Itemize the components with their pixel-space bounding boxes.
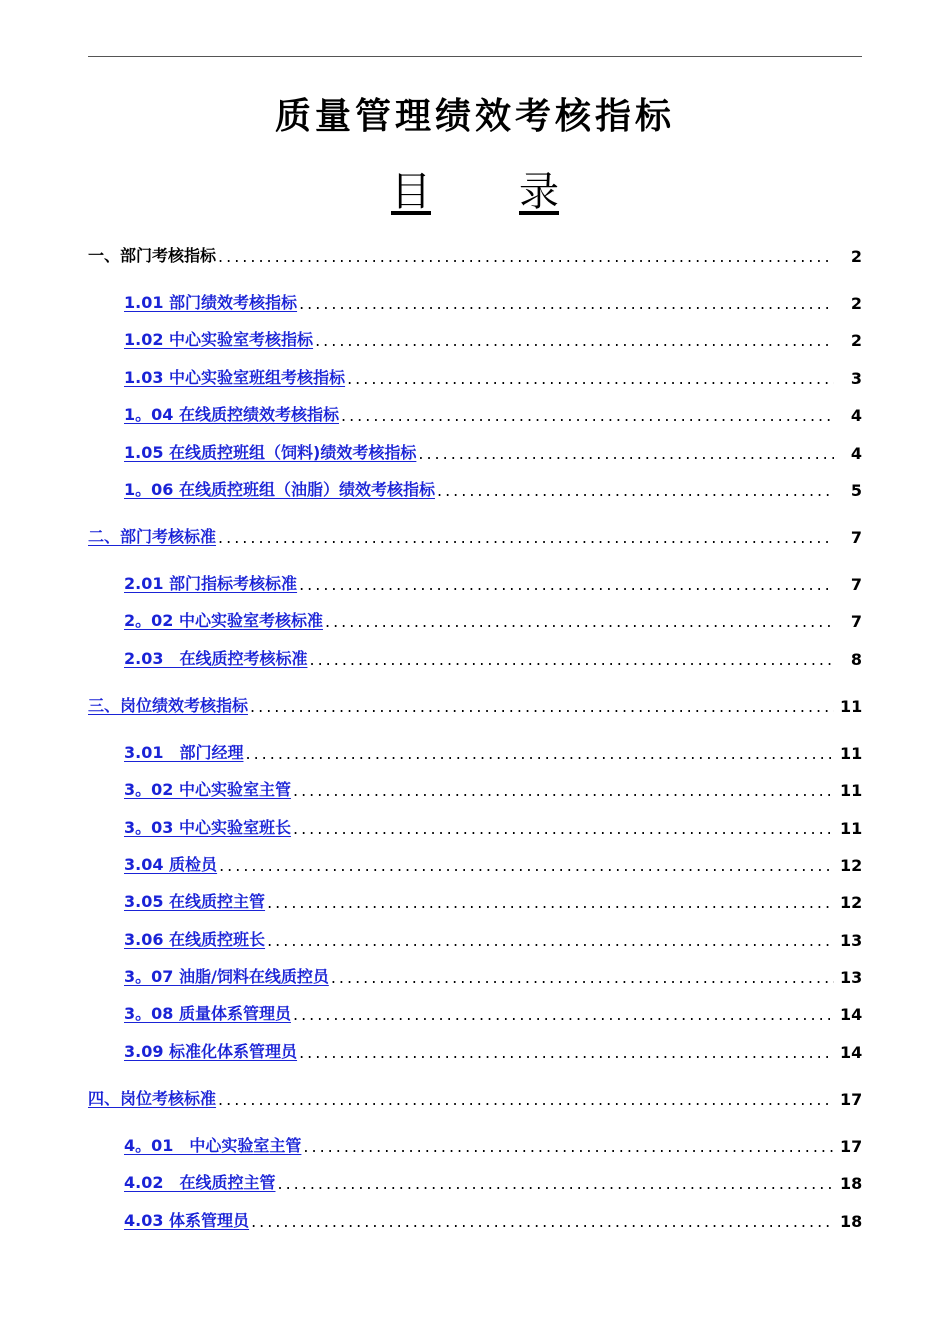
toc-entry[interactable]: [124, 848, 862, 878]
toc-entry-label[interactable]: 1.01 部门绩效考核指标: [124, 293, 298, 312]
toc-dot-leader: [299, 575, 834, 597]
toc-entry-label[interactable]: 1.02 中心实验室考核指标: [124, 330, 314, 349]
toc-dot-leader: [267, 893, 834, 915]
toc-page-number: 14: [840, 1043, 863, 1062]
toc-heading: [0, 160, 950, 217]
toc-page-number: 17: [840, 1137, 863, 1156]
toc-entry-label[interactable]: 3.04 质检员: [124, 855, 218, 874]
toc-entry-label[interactable]: 3。07 油脂/饲料在线质控员: [124, 967, 329, 986]
toc-entry[interactable]: [124, 361, 862, 391]
toc-entry[interactable]: [124, 885, 862, 915]
toc-entry[interactable]: [124, 398, 862, 428]
toc-dot-leader: [293, 1005, 834, 1027]
toc-dot-leader: [303, 1137, 834, 1159]
toc-page-number: 17: [840, 1090, 863, 1109]
toc-page-number: 7: [850, 528, 862, 547]
toc-dot-leader: [418, 444, 834, 466]
toc-entry[interactable]: [124, 997, 862, 1027]
toc-entry[interactable]: [124, 773, 862, 803]
toc-page-number: 18: [840, 1174, 863, 1193]
toc-entry-label[interactable]: 三、岗位绩效考核指标: [88, 696, 249, 715]
toc-entry-label[interactable]: 3。03 中心实验室班长: [124, 818, 291, 837]
toc-heading-char-1: 目: [391, 169, 431, 215]
toc-entry[interactable]: [124, 960, 862, 990]
toc-page-number: 7: [850, 575, 862, 594]
toc-dot-leader: [267, 931, 834, 953]
toc-page-number: 12: [840, 893, 863, 912]
toc-dot-leader: [309, 650, 834, 672]
toc-entry[interactable]: [124, 323, 862, 353]
toc-entry[interactable]: [88, 520, 862, 550]
toc-entry-label[interactable]: 2.01 部门指标考核标准: [124, 574, 298, 593]
toc-entry[interactable]: [124, 436, 862, 466]
toc-dot-leader: [245, 744, 834, 766]
toc-page-number: 13: [840, 931, 863, 950]
toc-entry[interactable]: [124, 1129, 862, 1159]
toc-page-number: 4: [850, 444, 862, 463]
toc-dot-leader: [277, 1174, 834, 1196]
toc-entry-label[interactable]: 3。02 中心实验室主管: [124, 780, 291, 799]
toc-entry-label[interactable]: 3.05 在线质控主管: [124, 892, 266, 911]
toc-entry[interactable]: [124, 1035, 862, 1065]
toc-page-number: 3: [850, 369, 862, 388]
toc-entry[interactable]: [124, 473, 862, 503]
toc-dot-leader: [437, 481, 834, 503]
toc-entry[interactable]: [124, 567, 862, 597]
toc-page-number: 12: [840, 856, 863, 875]
toc-page-number: 13: [840, 968, 863, 987]
toc-entry-label[interactable]: 3。08 质量体系管理员: [124, 1004, 291, 1023]
toc-page-number: 2: [850, 247, 862, 266]
toc-dot-leader: [219, 856, 834, 878]
toc-dot-leader: [218, 1090, 834, 1112]
toc-page-number: 11: [840, 819, 863, 838]
toc-page-number: 7: [850, 612, 862, 631]
toc-dot-leader: [299, 1043, 834, 1065]
toc-dot-leader: [218, 528, 834, 550]
toc-entry-label[interactable]: 3.09 标准化体系管理员: [124, 1042, 298, 1061]
toc-dot-leader: [218, 247, 834, 269]
toc-entry-label[interactable]: 4。01 中心实验室主管: [124, 1136, 302, 1155]
toc-entry[interactable]: [124, 1204, 862, 1234]
toc-page-number: 8: [850, 650, 862, 669]
toc-entry-label[interactable]: 1。04 在线质控绩效考核指标: [124, 405, 339, 424]
toc-page-number: 18: [840, 1212, 863, 1231]
toc-entry-label[interactable]: 1.05 在线质控班组（饲料)绩效考核指标: [124, 443, 417, 462]
toc-entry[interactable]: [124, 604, 862, 634]
toc-page-number: 11: [840, 744, 863, 763]
toc-page-number: 2: [850, 331, 862, 350]
toc-entry-label[interactable]: 3.01 部门经理: [124, 743, 244, 762]
toc-entry[interactable]: [88, 689, 862, 719]
toc-page-number: 5: [850, 481, 862, 500]
toc-entry-label: 一、部门考核指标: [88, 246, 217, 265]
toc-entry[interactable]: [124, 923, 862, 953]
toc-entry-label[interactable]: 1。06 在线质控班组（油脂）绩效考核指标: [124, 480, 435, 499]
toc-entry-label[interactable]: 2。02 中心实验室考核标准: [124, 611, 323, 630]
toc-dot-leader: [325, 612, 834, 634]
toc-entry[interactable]: [88, 1082, 862, 1112]
toc-page-number: 14: [840, 1005, 863, 1024]
toc-entry-label[interactable]: 四、岗位考核标准: [88, 1089, 217, 1108]
toc-entry[interactable]: [124, 642, 862, 672]
toc-heading-char-2: 录: [519, 169, 559, 215]
toc-dot-leader: [331, 968, 834, 990]
toc-dot-leader: [299, 294, 834, 316]
toc-entry[interactable]: [124, 811, 862, 841]
toc-page-number: 11: [840, 781, 863, 800]
toc-entry[interactable]: [124, 1166, 862, 1196]
document-title: 质量管理绩效考核指标: [274, 95, 675, 137]
toc-dot-leader: [293, 781, 834, 803]
toc-dot-leader: [250, 697, 834, 719]
toc-entry[interactable]: [124, 736, 862, 766]
toc-dot-leader: [251, 1212, 834, 1234]
toc-entry-label[interactable]: 1.03 中心实验室班组考核指标: [124, 368, 346, 387]
toc-entry[interactable]: [124, 286, 862, 316]
toc-page-number: 2: [850, 294, 862, 313]
toc-dot-leader: [341, 406, 834, 428]
toc-entry-label[interactable]: 2.03 在线质控考核标准: [124, 649, 308, 668]
toc-entry: [88, 239, 862, 269]
header-rule: [88, 56, 862, 57]
toc-page-number: 11: [840, 697, 863, 716]
toc-dot-leader: [315, 331, 834, 353]
toc-dot-leader: [347, 369, 834, 391]
toc-page-number: 4: [850, 406, 862, 425]
toc-entry-label[interactable]: 二、部门考核标准: [88, 527, 217, 546]
toc-dot-leader: [293, 819, 834, 841]
toc-entry-label[interactable]: 3.06 在线质控班长: [124, 930, 266, 949]
toc-entry-label[interactable]: 4.03 体系管理员: [124, 1211, 250, 1230]
toc-entry-label[interactable]: 4.02 在线质控主管: [124, 1173, 276, 1192]
